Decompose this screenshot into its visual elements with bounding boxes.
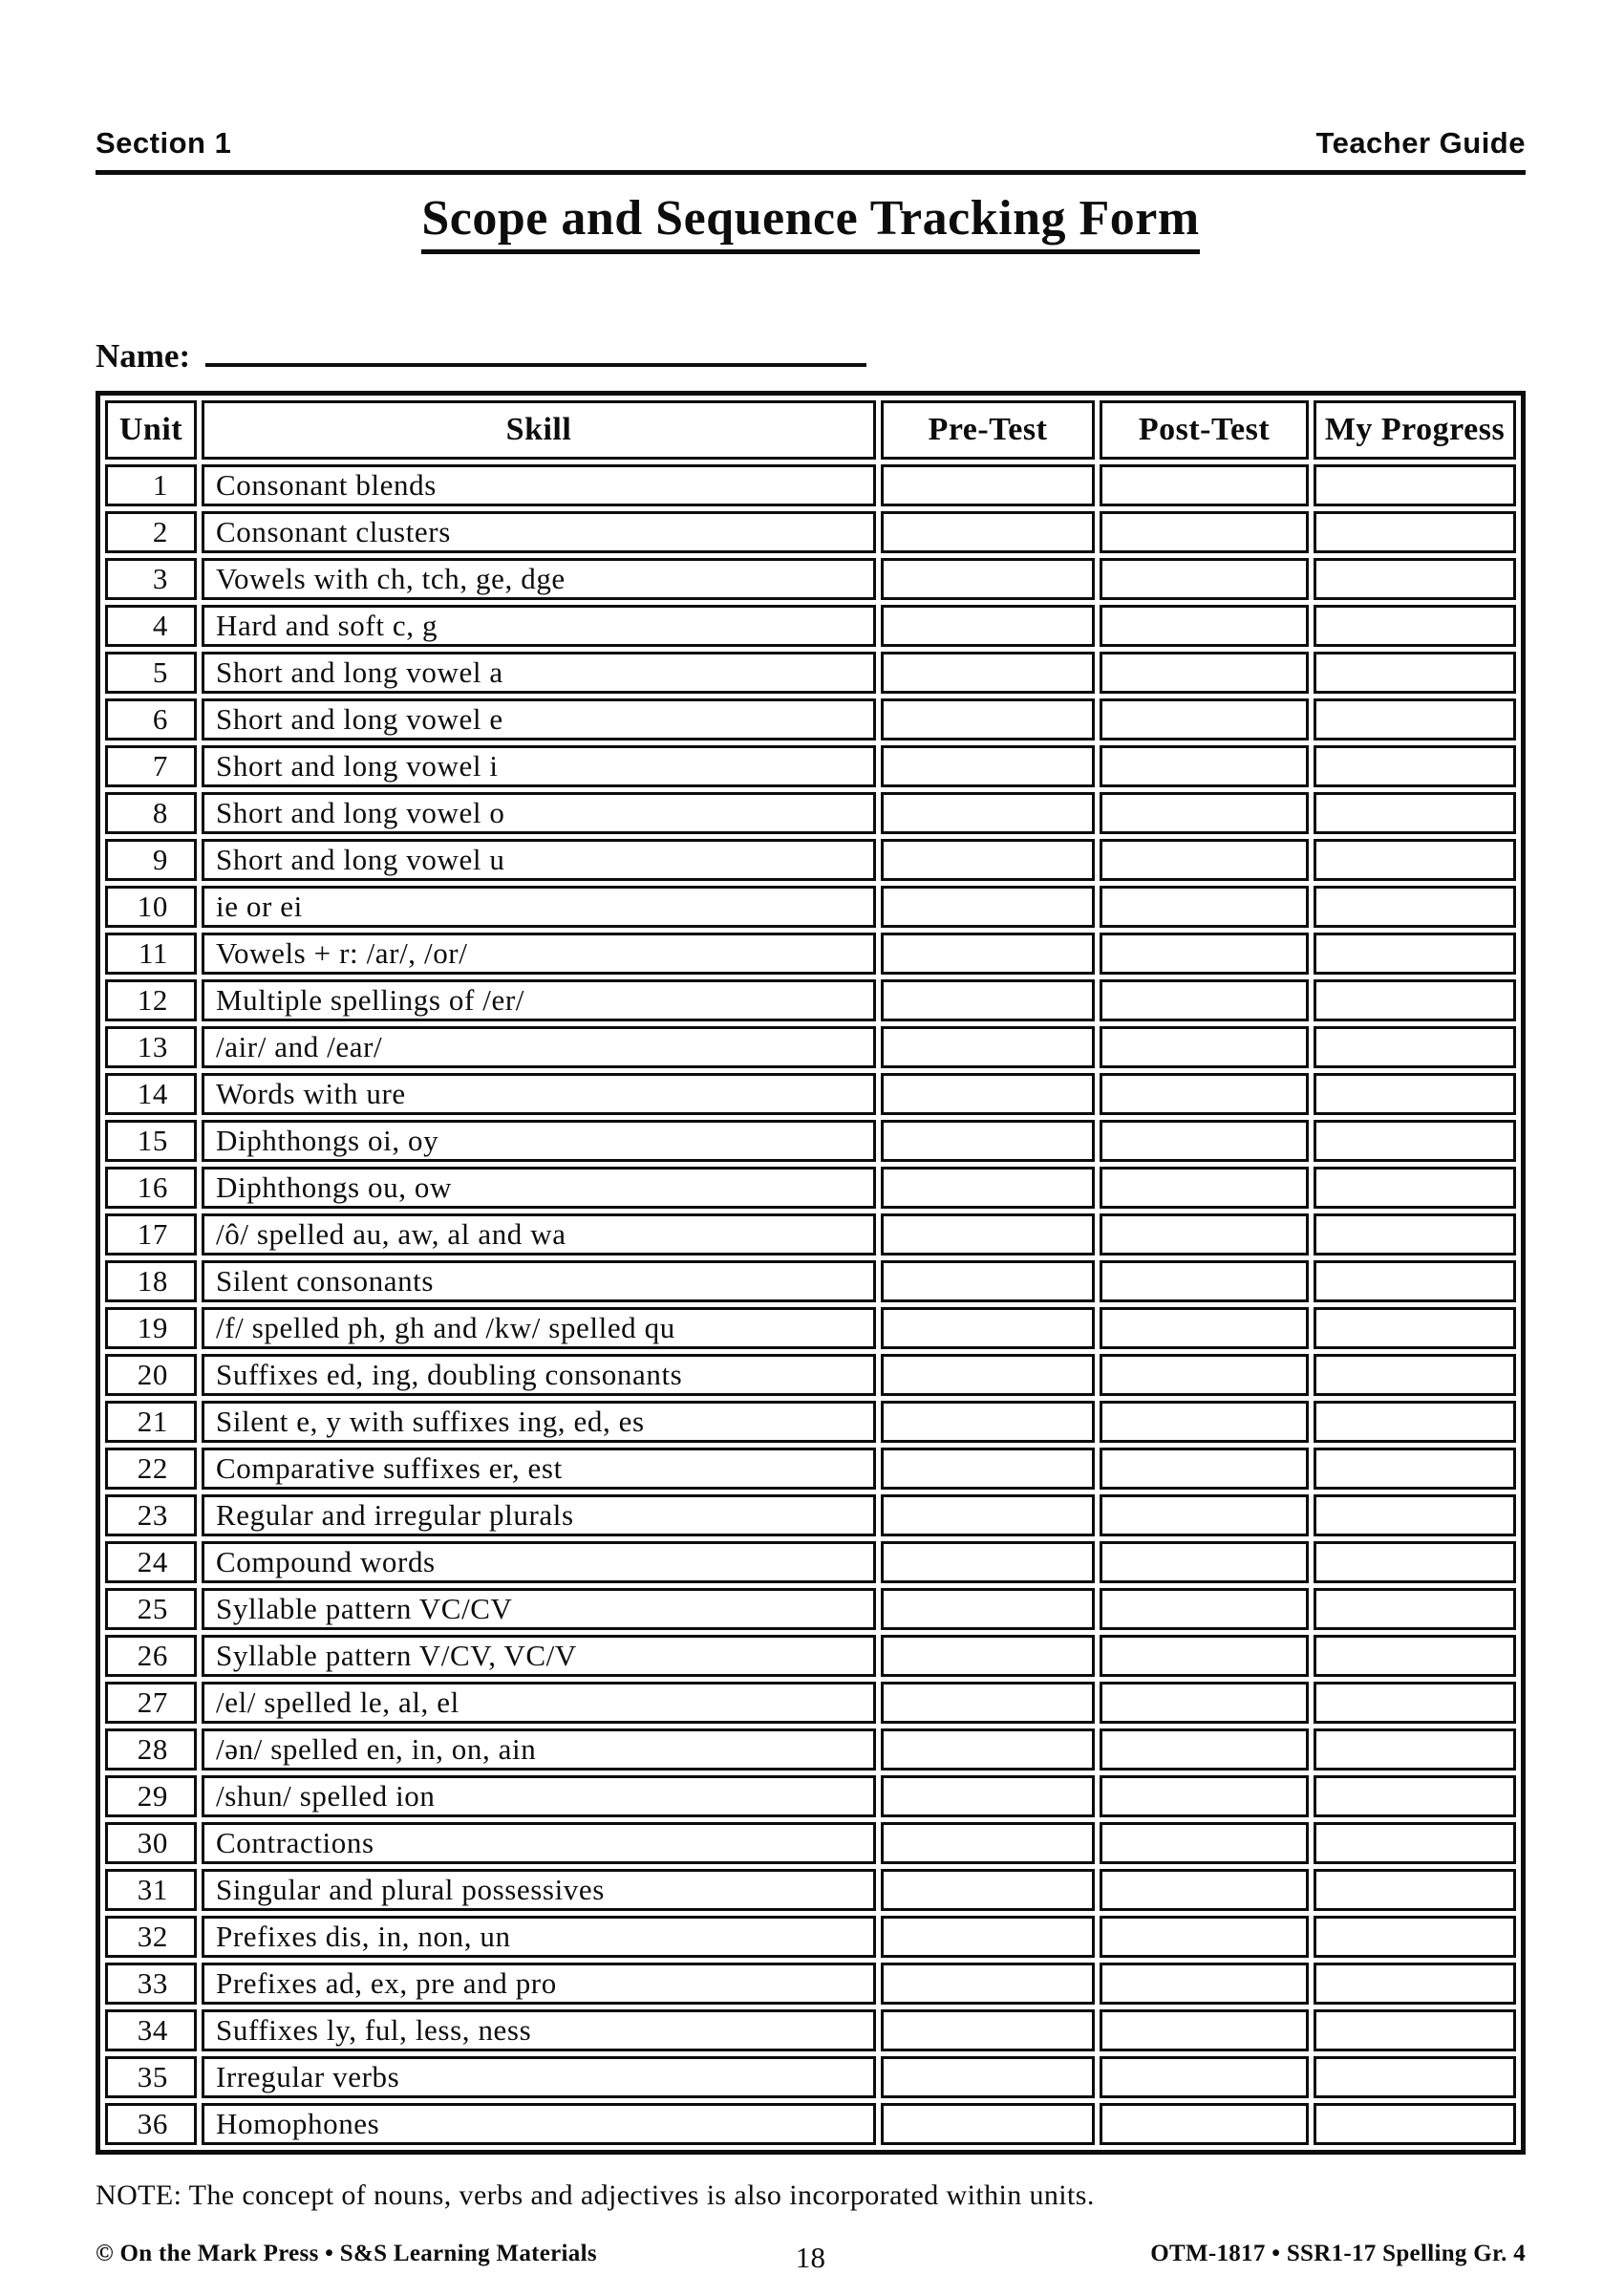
pretest-cell[interactable] xyxy=(881,1728,1095,1771)
table-row xyxy=(105,464,1516,506)
progress-cell[interactable] xyxy=(1314,1682,1516,1724)
table-row xyxy=(105,1822,1516,1864)
pretest-cell[interactable] xyxy=(881,886,1095,928)
table-row xyxy=(105,2103,1516,2145)
pretest-cell[interactable] xyxy=(881,1635,1095,1677)
progress-cell[interactable] xyxy=(1314,2009,1516,2051)
section-label: Section 1 xyxy=(96,126,232,160)
posttest-cell[interactable] xyxy=(1100,792,1309,834)
progress-cell[interactable] xyxy=(1314,1120,1516,1162)
unit-cell: 2 xyxy=(105,511,197,553)
footer-copyright: © On the Mark Press • S&S Learning Materials xyxy=(96,2241,597,2266)
skill-cell: Singular and plural possessives xyxy=(202,1869,876,1911)
table-row xyxy=(105,1307,1516,1349)
progress-cell[interactable] xyxy=(1314,1073,1516,1115)
unit-cell: 25 xyxy=(105,1588,197,1630)
posttest-cell[interactable] xyxy=(1100,1260,1309,1302)
progress-cell[interactable] xyxy=(1314,1494,1516,1536)
skill-cell: Prefixes dis, in, non, un xyxy=(202,1916,876,1958)
pretest-cell[interactable] xyxy=(881,1541,1095,1583)
skill-cell: Suffixes ly, ful, less, ness xyxy=(202,2009,876,2051)
skill-cell: Contractions xyxy=(202,1822,876,1864)
progress-cell[interactable] xyxy=(1314,2103,1516,2145)
skill-cell: /shun/ spelled ion xyxy=(202,1775,876,1817)
posttest-cell[interactable] xyxy=(1100,933,1309,975)
pretest-cell[interactable] xyxy=(881,1682,1095,1724)
progress-cell[interactable] xyxy=(1314,1167,1516,1209)
pretest-cell[interactable] xyxy=(881,1354,1095,1396)
pretest-cell[interactable] xyxy=(881,511,1095,553)
posttest-cell[interactable] xyxy=(1100,1401,1309,1443)
footer-code: OTM-1817 • SSR1-17 Spelling Gr. 4 xyxy=(1150,2241,1526,2266)
pretest-cell[interactable] xyxy=(881,745,1095,787)
table-row xyxy=(105,1213,1516,1256)
table-header-row xyxy=(105,400,1516,460)
progress-cell[interactable] xyxy=(1314,1588,1516,1630)
posttest-cell[interactable] xyxy=(1100,1448,1309,1490)
pretest-cell[interactable] xyxy=(881,1494,1095,1536)
pretest-cell[interactable] xyxy=(881,1588,1095,1630)
posttest-cell[interactable] xyxy=(1100,745,1309,787)
skill-cell: Short and long vowel u xyxy=(202,839,876,881)
skill-cell: Consonant clusters xyxy=(202,511,876,553)
pretest-cell[interactable] xyxy=(881,698,1095,740)
unit-cell: 28 xyxy=(105,1728,197,1771)
table-row xyxy=(105,2056,1516,2098)
skill-cell: /ô/ spelled au, aw, al and wa xyxy=(202,1213,876,1256)
unit-cell: 27 xyxy=(105,1682,197,1724)
posttest-cell[interactable] xyxy=(1100,1822,1309,1864)
unit-cell: 3 xyxy=(105,558,197,600)
progress-cell[interactable] xyxy=(1314,886,1516,928)
table-row xyxy=(105,1869,1516,1911)
pretest-cell[interactable] xyxy=(881,1167,1095,1209)
progress-cell[interactable] xyxy=(1314,605,1516,647)
unit-cell: 36 xyxy=(105,2103,197,2145)
progress-cell[interactable] xyxy=(1314,745,1516,787)
table-row xyxy=(105,933,1516,975)
unit-cell: 1 xyxy=(105,464,197,506)
progress-cell[interactable] xyxy=(1314,839,1516,881)
unit-cell: 4 xyxy=(105,605,197,647)
pretest-cell[interactable] xyxy=(881,1120,1095,1162)
unit-cell: 29 xyxy=(105,1775,197,1817)
progress-cell[interactable] xyxy=(1314,1869,1516,1911)
posttest-cell[interactable] xyxy=(1100,1635,1309,1677)
pretest-cell[interactable] xyxy=(881,979,1095,1021)
pretest-cell[interactable] xyxy=(881,605,1095,647)
posttest-cell[interactable] xyxy=(1100,1307,1309,1349)
posttest-cell[interactable] xyxy=(1100,1728,1309,1771)
pretest-cell[interactable] xyxy=(881,1026,1095,1068)
skill-cell: Syllable pattern VC/CV xyxy=(202,1588,876,1630)
column-header-my-progress: My Progress xyxy=(1314,400,1516,460)
guide-label: Teacher Guide xyxy=(1315,126,1526,160)
progress-cell[interactable] xyxy=(1314,558,1516,600)
table-row xyxy=(105,886,1516,928)
tracking-table xyxy=(96,391,1526,2155)
skill-cell: Vowels + r: /ar/, /or/ xyxy=(202,933,876,975)
table-row xyxy=(105,1728,1516,1771)
progress-cell[interactable] xyxy=(1314,1822,1516,1864)
page-title xyxy=(96,190,1526,254)
unit-cell: 15 xyxy=(105,1120,197,1162)
skill-cell: Diphthongs ou, ow xyxy=(202,1167,876,1209)
pretest-cell[interactable] xyxy=(881,1869,1095,1911)
pretest-cell[interactable] xyxy=(881,1307,1095,1349)
pretest-cell[interactable] xyxy=(881,933,1095,975)
progress-cell[interactable] xyxy=(1314,1728,1516,1771)
posttest-cell[interactable] xyxy=(1100,1167,1309,1209)
unit-cell: 10 xyxy=(105,886,197,928)
posttest-cell[interactable] xyxy=(1100,2103,1309,2145)
unit-cell: 26 xyxy=(105,1635,197,1677)
pretest-cell[interactable] xyxy=(881,2056,1095,2098)
posttest-cell[interactable] xyxy=(1100,1775,1309,1817)
progress-cell[interactable] xyxy=(1314,652,1516,694)
progress-cell[interactable] xyxy=(1314,792,1516,834)
page-footer xyxy=(96,2241,1526,2274)
unit-cell: 30 xyxy=(105,1822,197,1864)
posttest-cell[interactable] xyxy=(1100,1682,1309,1724)
posttest-cell[interactable] xyxy=(1100,698,1309,740)
progress-cell[interactable] xyxy=(1314,1963,1516,2005)
unit-cell: 16 xyxy=(105,1167,197,1209)
table-row xyxy=(105,1167,1516,1209)
unit-cell: 22 xyxy=(105,1448,197,1490)
unit-cell: 11 xyxy=(105,933,197,975)
pretest-cell[interactable] xyxy=(881,1822,1095,1864)
unit-cell: 35 xyxy=(105,2056,197,2098)
skill-cell: Vowels with ch, tch, ge, dge xyxy=(202,558,876,600)
posttest-cell[interactable] xyxy=(1100,464,1309,506)
posttest-cell[interactable] xyxy=(1100,1494,1309,1536)
table-row xyxy=(105,792,1516,834)
unit-cell: 14 xyxy=(105,1073,197,1115)
skill-cell: Compound words xyxy=(202,1541,876,1583)
table-row xyxy=(105,1026,1516,1068)
pretest-cell[interactable] xyxy=(881,1401,1095,1443)
posttest-cell[interactable] xyxy=(1100,558,1309,600)
progress-cell[interactable] xyxy=(1314,1916,1516,1958)
table-row xyxy=(105,1260,1516,1302)
posttest-cell[interactable] xyxy=(1100,1073,1309,1115)
progress-cell[interactable] xyxy=(1314,1260,1516,1302)
pretest-cell[interactable] xyxy=(881,558,1095,600)
table-row xyxy=(105,511,1516,553)
posttest-cell[interactable] xyxy=(1100,1541,1309,1583)
skill-cell: /el/ spelled le, al, el xyxy=(202,1682,876,1724)
table-row xyxy=(105,745,1516,787)
table-row xyxy=(105,558,1516,600)
skill-cell: /ən/ spelled en, in, on, ain xyxy=(202,1728,876,1771)
pretest-cell[interactable] xyxy=(881,464,1095,506)
progress-cell[interactable] xyxy=(1314,1354,1516,1396)
page-title-text: Scope and Sequence Tracking Form xyxy=(421,190,1199,254)
posttest-cell[interactable] xyxy=(1100,1588,1309,1630)
unit-cell: 13 xyxy=(105,1026,197,1068)
pretest-cell[interactable] xyxy=(881,1916,1095,1958)
progress-cell[interactable] xyxy=(1314,1307,1516,1349)
skill-cell: Prefixes ad, ex, pre and pro xyxy=(202,1963,876,2005)
posttest-cell[interactable] xyxy=(1100,1354,1309,1396)
posttest-cell[interactable] xyxy=(1100,2009,1309,2051)
skill-cell: Silent e, y with suffixes ing, ed, es xyxy=(202,1401,876,1443)
progress-cell[interactable] xyxy=(1314,1026,1516,1068)
table-row xyxy=(105,1963,1516,2005)
skill-cell: Multiple spellings of /er/ xyxy=(202,979,876,1021)
pretest-cell[interactable] xyxy=(881,2103,1095,2145)
posttest-cell[interactable] xyxy=(1100,1869,1309,1911)
table-row xyxy=(105,1588,1516,1630)
column-header-skill: Skill xyxy=(202,400,876,460)
unit-cell: 19 xyxy=(105,1307,197,1349)
skill-cell: Short and long vowel a xyxy=(202,652,876,694)
skill-cell: Diphthongs oi, oy xyxy=(202,1120,876,1162)
unit-cell: 31 xyxy=(105,1869,197,1911)
table-row xyxy=(105,652,1516,694)
skill-cell: Short and long vowel i xyxy=(202,745,876,787)
progress-cell[interactable] xyxy=(1314,1401,1516,1443)
skill-cell: Consonant blends xyxy=(202,464,876,506)
name-row xyxy=(96,334,1526,376)
pretest-cell[interactable] xyxy=(881,1260,1095,1302)
posttest-cell[interactable] xyxy=(1100,1916,1309,1958)
posttest-cell[interactable] xyxy=(1100,1213,1309,1256)
pretest-cell[interactable] xyxy=(881,839,1095,881)
unit-cell: 20 xyxy=(105,1354,197,1396)
progress-cell[interactable] xyxy=(1314,511,1516,553)
posttest-cell[interactable] xyxy=(1100,1963,1309,2005)
table-row xyxy=(105,979,1516,1021)
skill-cell: Suffixes ed, ing, doubling consonants xyxy=(202,1354,876,1396)
unit-cell: 34 xyxy=(105,2009,197,2051)
footer-page-number: 18 xyxy=(795,2241,826,2274)
progress-cell[interactable] xyxy=(1314,1213,1516,1256)
skill-cell: Syllable pattern V/CV, VC/V xyxy=(202,1635,876,1677)
unit-cell: 5 xyxy=(105,652,197,694)
posttest-cell[interactable] xyxy=(1100,2056,1309,2098)
table-row xyxy=(105,605,1516,647)
column-header-posttest: Post-Test xyxy=(1100,400,1309,460)
posttest-cell[interactable] xyxy=(1100,652,1309,694)
column-header-unit: Unit xyxy=(105,400,197,460)
name-blank-line[interactable] xyxy=(205,334,866,367)
table-row xyxy=(105,1541,1516,1583)
name-label: Name: xyxy=(96,337,191,375)
skill-cell: /air/ and /ear/ xyxy=(202,1026,876,1068)
table-row xyxy=(105,1073,1516,1115)
pretest-cell[interactable] xyxy=(881,1073,1095,1115)
unit-cell: 32 xyxy=(105,1916,197,1958)
posttest-cell[interactable] xyxy=(1100,886,1309,928)
unit-cell: 17 xyxy=(105,1213,197,1256)
unit-cell: 18 xyxy=(105,1260,197,1302)
skill-cell: Comparative suffixes er, est xyxy=(202,1448,876,1490)
skill-cell: /f/ spelled ph, gh and /kw/ spelled qu xyxy=(202,1307,876,1349)
table-row xyxy=(105,698,1516,740)
skill-cell: Words with ure xyxy=(202,1073,876,1115)
progress-cell[interactable] xyxy=(1314,1775,1516,1817)
table-row xyxy=(105,1682,1516,1724)
skill-cell: Short and long vowel o xyxy=(202,792,876,834)
pretest-cell[interactable] xyxy=(881,1775,1095,1817)
progress-cell[interactable] xyxy=(1314,464,1516,506)
unit-cell: 6 xyxy=(105,698,197,740)
table-row xyxy=(105,1635,1516,1677)
unit-cell: 12 xyxy=(105,979,197,1021)
progress-cell[interactable] xyxy=(1314,2056,1516,2098)
unit-cell: 7 xyxy=(105,745,197,787)
pretest-cell[interactable] xyxy=(881,652,1095,694)
skill-cell: Hard and soft c, g xyxy=(202,605,876,647)
pretest-cell[interactable] xyxy=(881,1963,1095,2005)
table-row xyxy=(105,839,1516,881)
progress-cell[interactable] xyxy=(1314,1635,1516,1677)
unit-cell: 8 xyxy=(105,792,197,834)
table-row xyxy=(105,1401,1516,1443)
table-row xyxy=(105,1448,1516,1490)
page-header xyxy=(96,0,1526,161)
posttest-cell[interactable] xyxy=(1100,511,1309,553)
table-row xyxy=(105,1494,1516,1536)
table-row xyxy=(105,1775,1516,1817)
skill-cell: ie or ei xyxy=(202,886,876,928)
pretest-cell[interactable] xyxy=(881,792,1095,834)
skill-cell: Short and long vowel e xyxy=(202,698,876,740)
posttest-cell[interactable] xyxy=(1100,1026,1309,1068)
progress-cell[interactable] xyxy=(1314,933,1516,975)
unit-cell: 33 xyxy=(105,1963,197,2005)
unit-cell: 24 xyxy=(105,1541,197,1583)
skill-cell: Regular and irregular plurals xyxy=(202,1494,876,1536)
unit-cell: 9 xyxy=(105,839,197,881)
skill-cell: Homophones xyxy=(202,2103,876,2145)
pretest-cell[interactable] xyxy=(881,1448,1095,1490)
posttest-cell[interactable] xyxy=(1100,979,1309,1021)
unit-cell: 21 xyxy=(105,1401,197,1443)
table-row xyxy=(105,2009,1516,2051)
pretest-cell[interactable] xyxy=(881,1213,1095,1256)
progress-cell[interactable] xyxy=(1314,1541,1516,1583)
header-rule xyxy=(96,170,1526,175)
skill-cell: Irregular verbs xyxy=(202,2056,876,2098)
table-row xyxy=(105,1916,1516,1958)
posttest-cell[interactable] xyxy=(1100,1120,1309,1162)
skill-cell: Silent consonants xyxy=(202,1260,876,1302)
progress-cell[interactable] xyxy=(1314,1448,1516,1490)
unit-cell: 23 xyxy=(105,1494,197,1536)
posttest-cell[interactable] xyxy=(1100,605,1309,647)
note-text: NOTE: The concept of nouns, verbs and adjectives is also incorporated within units. xyxy=(96,2179,1095,2211)
table-row xyxy=(105,1354,1516,1396)
table-row xyxy=(105,1120,1516,1162)
posttest-cell[interactable] xyxy=(1100,839,1309,881)
progress-cell[interactable] xyxy=(1314,979,1516,1021)
progress-cell[interactable] xyxy=(1314,698,1516,740)
pretest-cell[interactable] xyxy=(881,2009,1095,2051)
column-header-pretest: Pre-Test xyxy=(881,400,1095,460)
